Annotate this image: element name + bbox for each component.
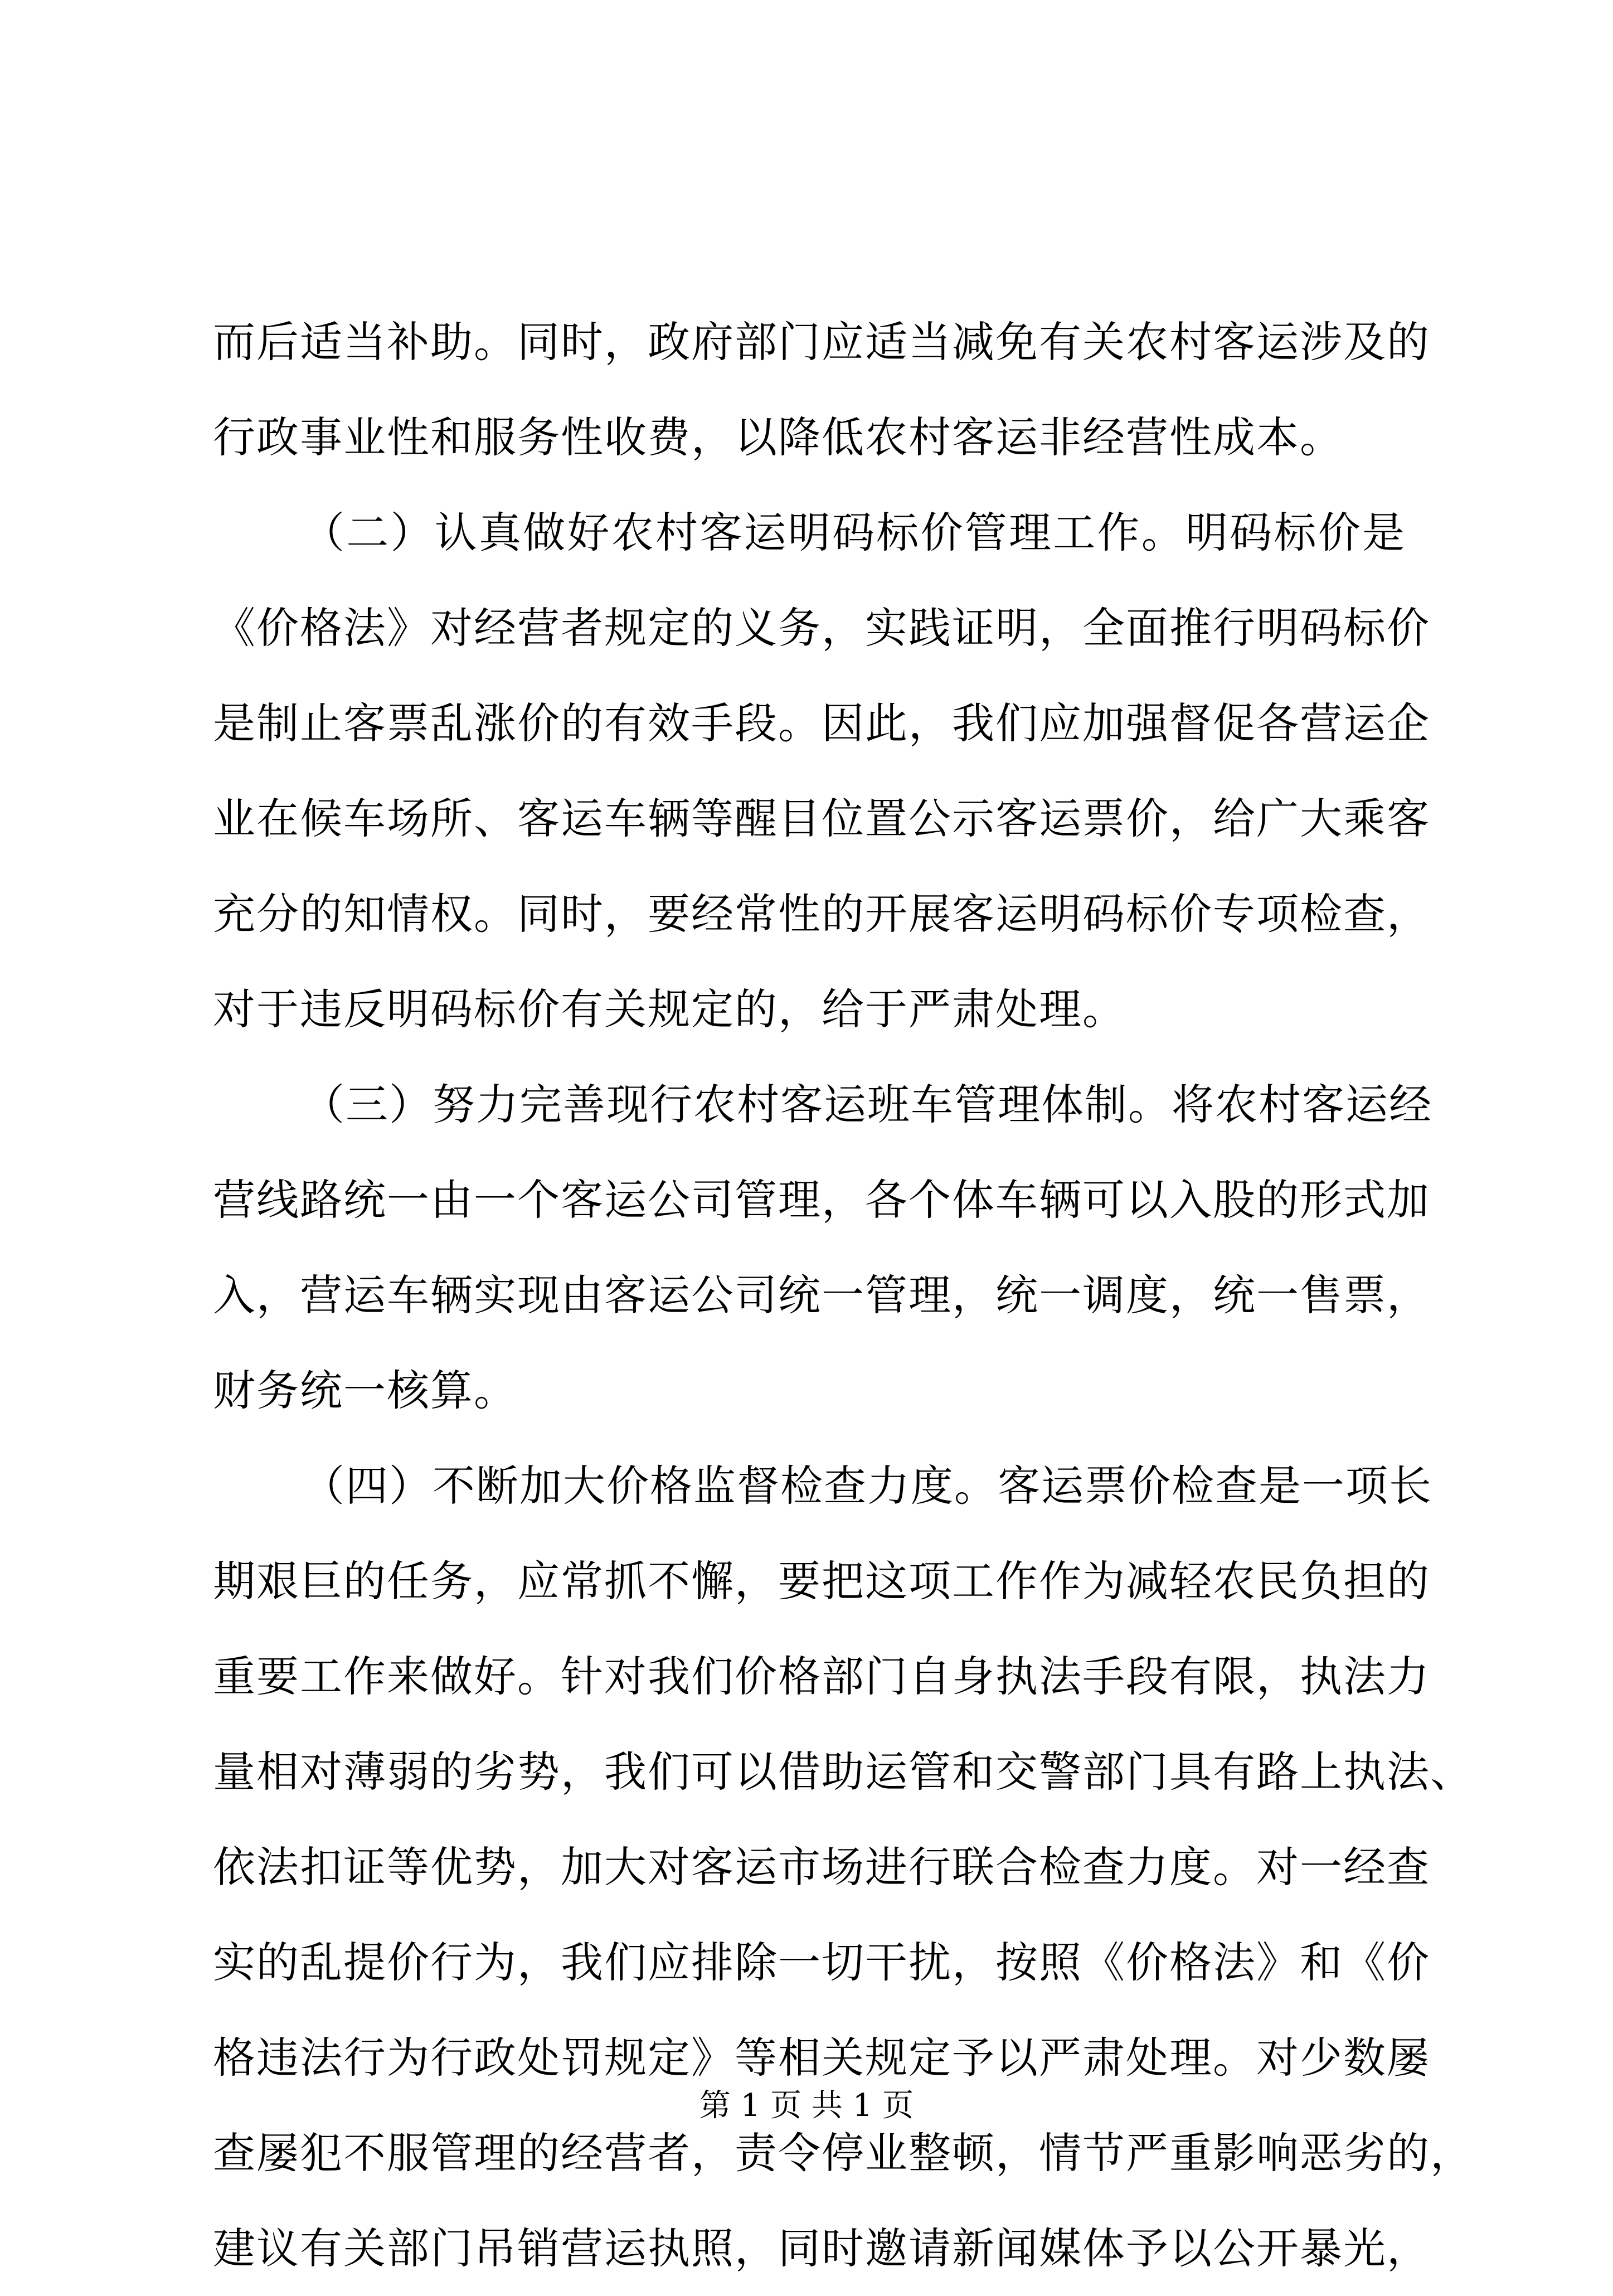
text-line: 是制止客票乱涨价的有效手段。因此，我们应加强督促各营运企 bbox=[213, 698, 1430, 748]
paragraph-start-line: （二）认真做好农村客运明码标价管理工作。明码标价是 bbox=[302, 508, 1406, 557]
text-line: 期艰巨的任务，应常抓不懈，要把这项工作作为减轻农民负担的 bbox=[213, 1556, 1430, 1606]
text-line: 查屡犯不服管理的经营者，责令停业整顿，情节严重影响恶劣的， bbox=[213, 2128, 1474, 2178]
text-line: 《价格法》对经营者规定的义务，实践证明，全面推行明码标价 bbox=[213, 603, 1430, 653]
text-line: 营线路统一由一个客运公司管理，各个体车辆可以入股的形式加 bbox=[213, 1175, 1430, 1225]
text-line: 重要工作来做好。针对我们价格部门自身执法手段有限，执法力 bbox=[213, 1652, 1430, 1701]
text-line: 行政事业性和服务性收费，以降低农村客运非经营性成本。 bbox=[213, 412, 1343, 462]
text-line: 实的乱提价行为，我们应排除一切干扰，按照《价格法》和《价 bbox=[213, 1938, 1430, 1987]
text-line: 建议有关部门吊销营运执照，同时邀请新闻媒体予以公开暴光， bbox=[213, 2224, 1430, 2273]
text-line: 入，营运车辆实现由客运公司统一管理，统一调度，统一售票， bbox=[213, 1270, 1430, 1320]
paragraph-start-line: （三）努力完善现行农村客运班车管理体制。将农村客运经 bbox=[302, 1080, 1432, 1129]
text-line: 格违法行为行政处罚规定》等相关规定予以严肃处理。对少数屡 bbox=[213, 2033, 1430, 2083]
body-text bbox=[213, 294, 1474, 2296]
page-number-label: 第 1 页 共 1 页 bbox=[699, 2088, 914, 2124]
text-line: 而后适当补助。同时，政府部门应适当减免有关农村客运涉及的 bbox=[213, 317, 1430, 367]
text-line: 量相对薄弱的劣势，我们可以借助运管和交警部门具有路上执法、 bbox=[213, 1747, 1474, 1797]
text-line: 对于违反明码标价有关规定的，给于严肃处理。 bbox=[213, 984, 1126, 1034]
text-line: 依法扣证等优势，加大对客运市场进行联合检查力度。对一经查 bbox=[213, 1842, 1430, 1892]
page-footer bbox=[0, 2084, 1613, 2128]
text-line: 充分的知情权。同时，要经常性的开展客运明码标价专项检查， bbox=[213, 889, 1430, 939]
paragraph-start-line: （四）不断加大价格监督检查力度。客运票价检查是一项长 bbox=[302, 1461, 1432, 1511]
text-line: 业在候车场所、客运车辆等醒目位置公示客运票价，给广大乘客 bbox=[213, 794, 1430, 843]
text-line: 财务统一核算。 bbox=[213, 1366, 517, 1415]
